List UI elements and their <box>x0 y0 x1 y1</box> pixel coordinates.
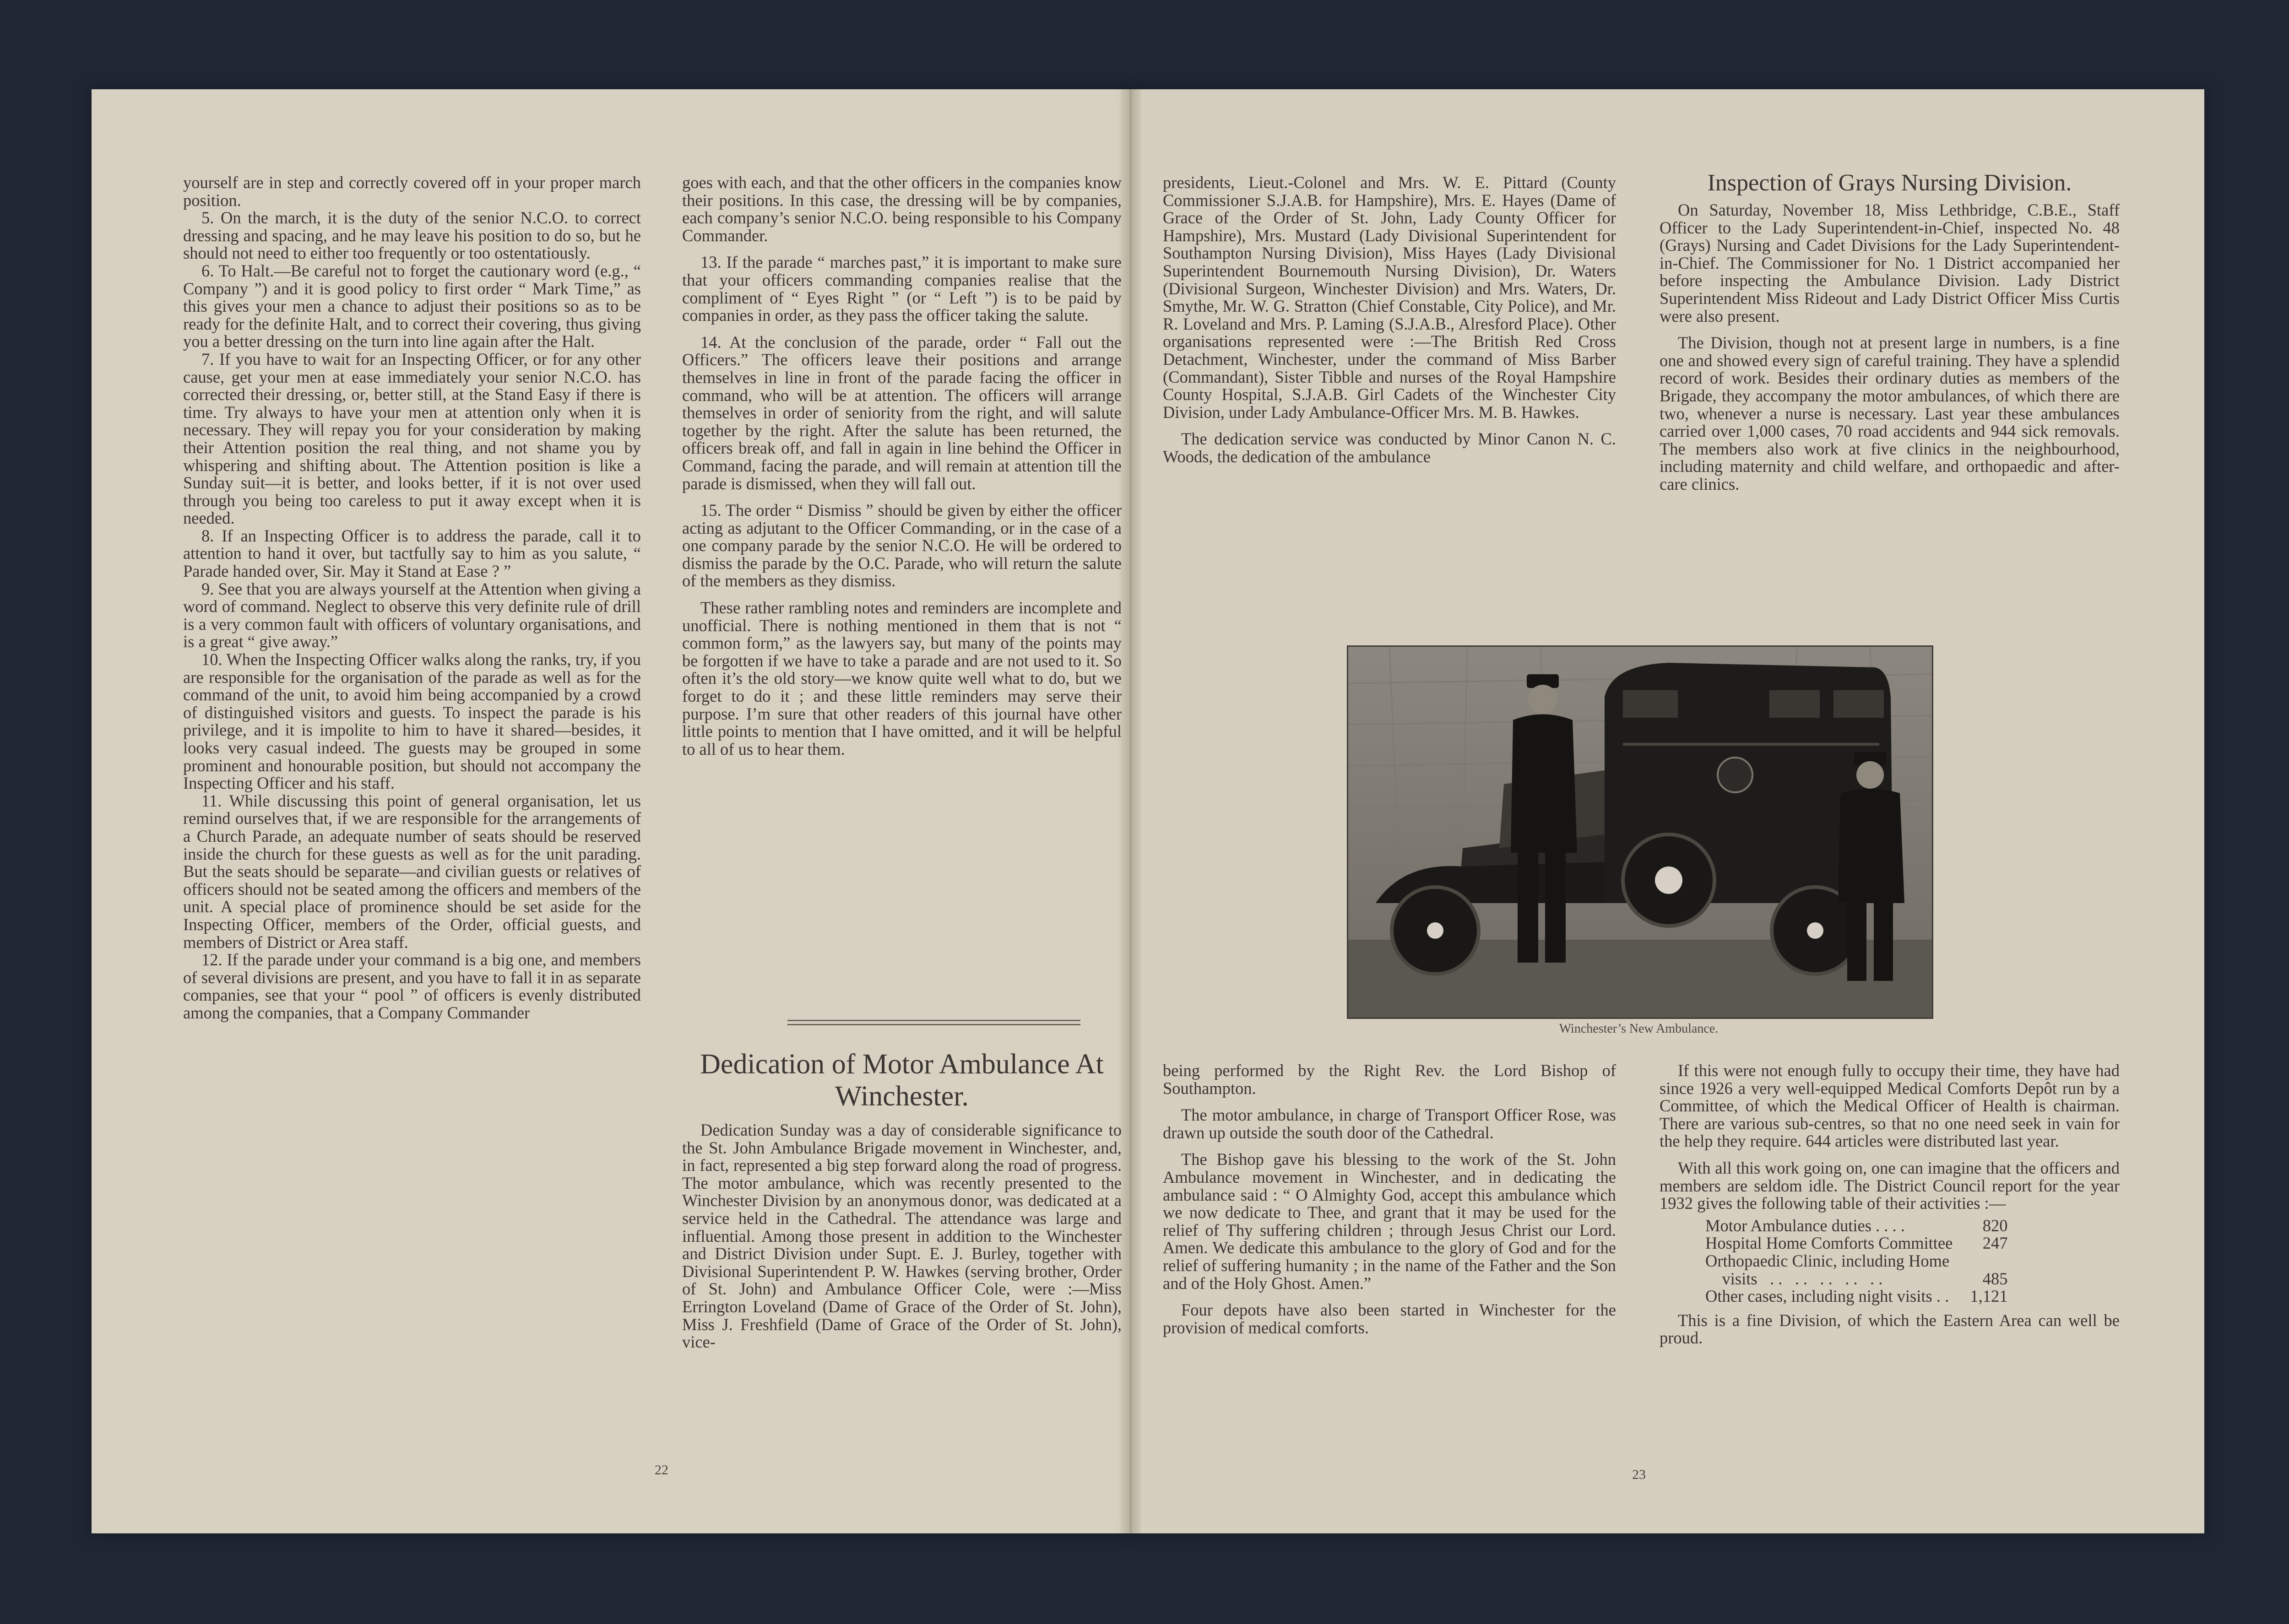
paragraph: 15. The order “ Dismiss ” should be given by either the officer acting as adjutant to the Officer Commanding, or in the case of a one company parade by the senior N.C.O. He will be ordered to dismiss the parade by the O.C. Parade, who will return the salute of the members as they dismiss. <box>682 501 1122 590</box>
paragraph: This is a fine Division, of which the Eastern Area can well be proud. <box>1660 1310 2120 1348</box>
left-column-2 <box>682 174 1122 758</box>
page-number-right: 23 <box>1632 1467 1646 1482</box>
table-row <box>1705 1234 2011 1252</box>
paragraph: With all this work going on, one can imagine that the officers and members are seldom idle. The District Council report for the year 1932 gives the following table of their activities :— <box>1660 1158 2120 1213</box>
right-column-2 <box>1660 169 2120 493</box>
paragraph: Four depots have also been started in Winchester for the provision of medical comforts. <box>1163 1300 1616 1337</box>
paragraph: presidents, Lieut.-Colonel and Mrs. W. E. Pittard (County Commissioner S.J.A.B. for Hampshire), Mrs. E. Hayes (Dame of Grace of the Order of St. John, Lady County Officer for Hampshire), Mrs. Mustard (Lady Divisional Superintendent for Southampton Nursing Division), Miss Hayes (Lady Divisional Superintendent Bournemouth Nursing Division), Dr. Waters (Divisional Surgeon, Winchester Division) and Mrs. Waters, Dr. Smythe, Mr. W. G. Stratton (Chief Constable, City Police), and Mr. R. Loveland and Mrs. P. Laming (S.J.A.B., Alresford Place). Other organisations represented were :—The British Red Cross Detachment, Winchester, under the command of Miss Barber (Commandant), Sister Tibble and nurses of the Royal Hampshire County Hospital, S.J.A.B. Girl Cadets of the Winchester City Division, under Lady Ambulance-Officer Mrs. M. B. Hawkes. <box>1163 173 1616 422</box>
paragraph: yourself are in step and correctly covered off in your proper march position. <box>183 173 641 210</box>
table-row <box>1705 1288 2011 1305</box>
paragraph: Dedication Sunday was a day of considerable significance to the St. John Ambulance Brigade movement in Winchester, and, in fact, represented a big step forward along the road of progress. The motor ambulance, which was recently presented to the Winchester Division by an anonymous donor, was dedicated at a service held in the Cathedral. The attendance was large and influential. Among those present in addition to the Winchester and District Division under Supt. E. J. Burley, together with Divisional Superintendent P. W. Hawkes (serving brother, Order of St. John) and Ambulance Officer Cole, were :—Miss Errington Loveland (Dame of Grace of the Order of St. John), Miss J. Freshfield (Dame of Grace of the Order of St. John), vice- <box>682 1121 1122 1352</box>
activity-label: Other cases, including night visits . . <box>1705 1287 1949 1306</box>
paragraph: The dedication service was conducted by Minor Canon N. C. Woods, the dedication of the ambulance <box>1163 429 1616 466</box>
ambulance-illustration <box>1348 647 1932 1018</box>
paragraph: 5. On the march, it is the duty of the senior N.C.O. to correct dressing and spacing, and he may leave his position to do so, but he should not need to either too frequently or too ostentatiously. <box>183 208 641 263</box>
table-row <box>1705 1252 2011 1270</box>
article-heading-inspection: Inspection of Grays Nursing Division. <box>1707 170 2072 196</box>
activity-value: 1,121 <box>1970 1287 2008 1306</box>
page-number-left: 22 <box>655 1462 668 1478</box>
paragraph: 6. To Halt.—Be careful not to forget the cautionary word (e.g., “ Company ”) and it is good policy to first order “ Mark Time,” as this gives your men a chance to adjust their positions so as to be ready for the definite Halt, and to correct their covering, thus giving you a better dressing on the turn into line again after the Halt. <box>183 261 641 351</box>
ambulance-photo <box>1347 645 1933 1019</box>
activity-label: Motor Ambulance duties . . . . <box>1705 1216 1905 1235</box>
left-column-2-article <box>682 1048 1122 1351</box>
right-column-2-lower <box>1660 1062 2120 1347</box>
activity-label: Hospital Home Comforts Committee <box>1705 1234 1953 1253</box>
paragraph: On Saturday, November 18, Miss Lethbridge, C.B.E., Staff Officer to the Lady Superintendent-in-Chief, inspected No. 48 (Grays) Nursing and Cadet Divisions for the Lady Superintendent-in-Chief. The Commissioner for No. 1 District accompanied her before inspecting the Ambulance Division. Lady District Superintendent Miss Rideout and Lady District Officer Miss Curtis were also present. <box>1660 200 2120 325</box>
right-column-1 <box>1163 174 1616 466</box>
paragraph: These rather rambling notes and reminders are incomplete and unofficial. There is nothing mentioned in them that is not “ common form,” as the lawyers say, but many of the points may be forgotten if we have to take a parade and are not used to it. So often it’s the old story—we know quite well what to do, but we forget to do it ; and these little reminders may serve their purpose. I’m sure that other readers of this journal have other little points to mention that I have omitted, and it will be helpful to all of us to hear them. <box>682 598 1122 758</box>
paragraph: 10. When the Inspecting Officer walks along the ranks, try, if you are responsible for the organisation of the parade as well as for the command of the unit, to avoid him being accompanied by a crowd of distinguished visitors and guests. To inspect the parade is his privilege, and it is impolite to him to have it shared—besides, it looks very casual indeed. The guests may be grouped in some prominent and honourable position, but should not accompany the Inspecting Officer and his staff. <box>183 650 641 793</box>
paragraph: 8. If an Inspecting Officer is to address the parade, call it to attention to hand it over, but tactfully say to him as you salute, “ Parade handed over, Sir. May it Stand at Ease ? ” <box>183 526 641 581</box>
activity-value: 485 <box>1982 1269 2008 1288</box>
right-column-1-lower <box>1163 1062 1616 1337</box>
paragraph: The Division, though not at present large in numbers, is a fine one and showed every sign of careful training. They have a splendid record of work. Besides their ordinary duties as members of the Brigade, they accompany the motor ambulances, of which there are two, whenever a nurse is necessary. Last year these ambulances carried over 1,000 cases, 70 road accidents and 944 sick removals. The members also work at five clinics in the neighbourhood, including maternity and child welfare, and orthopaedic and after-care clinics. <box>1660 333 2120 493</box>
article-heading-dedication: Dedication of Motor Ambulance At Winchester. <box>700 1049 1104 1112</box>
activity-value: 820 <box>1982 1216 2008 1235</box>
book-spine <box>1121 89 1141 1533</box>
activity-label: visits . . . . . . . . . . <box>1705 1269 1883 1288</box>
photo-caption: Winchester’s New Ambulance. <box>1559 1022 1719 1036</box>
table-row <box>1705 1217 2011 1235</box>
activity-value <box>1956 1252 2011 1270</box>
paragraph: being performed by the Right Rev. the Lord Bishop of Southampton. <box>1163 1061 1616 1098</box>
paragraph: The motor ambulance, in charge of Transport Officer Rose, was drawn up outside the south door of the Cathedral. <box>1163 1105 1616 1142</box>
paragraph: 9. See that you are always yourself at the Attention when giving a word of command. Neglect to observe this very definite rule of drill is a very common fault with officers of voluntary organisations, and is a great “ give away.” <box>183 579 641 651</box>
section-divider <box>787 1020 1080 1044</box>
activity-value: 247 <box>1982 1234 2008 1253</box>
paragraph: If this were not enough fully to occupy their time, they have had since 1926 a very well-equipped Medical Comforts Depôt run by a Committee, of which the Medical Officer of Health is chairman. There are various sub-centres, so that no one need seek in vain for the help they require. 644 articles were distributed last year. <box>1660 1061 2120 1151</box>
paragraph: 13. If the parade “ marches past,” it is important to make sure that your officers commanding companies realise that the compliment of “ Eyes Right ” (or “ Left ”) is to be paid by companies in order, as they pass the officer taking the salute. <box>682 253 1122 325</box>
table-row <box>1705 1270 2011 1288</box>
activities-table <box>1705 1217 2011 1305</box>
paragraph: goes with each, and that the other officers in the companies know their positions. In this case, the dressing will be by companies, each company’s senior N.C.O. being responsible to his Company Commander. <box>682 173 1122 245</box>
paragraph: 12. If the parade under your command is a big one, and members of several divisions are present, and you have to fall it in as separate companies, see that your “ pool ” of officers is evenly distributed among the companies, that a Company Commander <box>183 950 641 1022</box>
paragraph: 7. If you have to wait for an Inspecting Officer, or for any other cause, get your men at ease immediately your senior N.C.O. has corrected their dressing, or, better still, at the Stand Easy if there is time. Try always to have your men at attention only when it is necessary. They will repay you for your consideration by making their Attention position the real thing, and not shame you by whispering and shifting about. The Attention position is like a Sunday suit—it is better, and looks better, if it is not over used through you being too careless to put it away except when it is needed. <box>183 349 641 528</box>
activity-label: Orthopaedic Clinic, including Home <box>1705 1251 1950 1270</box>
paragraph: 14. At the conclusion of the parade, order “ Fall out the Officers.” The officers leave their positions and arrange themselves in line in front of the parade facing the officer in command, who will be at attention. The officers will arrange themselves in order of seniority from the right, and will salute together by the right. After the salute has been returned, the officers break off, and fall in again in line behind the Officer in Command, facing the parade, and will remain at attention till the parade is dismissed, when they will fall out. <box>682 332 1122 493</box>
left-column-1 <box>183 174 641 1022</box>
paragraph: 11. While discussing this point of general organisation, let us remind ourselves that, if we are responsible for the arrangements of a Church Parade, an adequate number of seats should be reserved inside the church for these guests as well as for the unit parading. But the seats should be separate—and civilian guests or relatives of officers should not be seated among the officers and members of the unit. A special place of prominence should be set aside for the Inspecting Officer, members of the Order, official guests, and members of District or Area staff. <box>183 791 641 952</box>
paragraph: The Bishop gave his blessing to the work of the St. John Ambulance movement in Winchester, and in dedicating the ambulance said : “ O Almighty God, accept this ambulance which we now dedicate to Thee, and grant that it may be used for the relief of Thy suffering children ; through Jesus Christ our Lord. Amen. We dedicate this ambulance to the glory of God and for the relief of suffering humanity ; in the name of the Father and the Son and of the Holy Ghost. Amen.” <box>1163 1150 1616 1293</box>
